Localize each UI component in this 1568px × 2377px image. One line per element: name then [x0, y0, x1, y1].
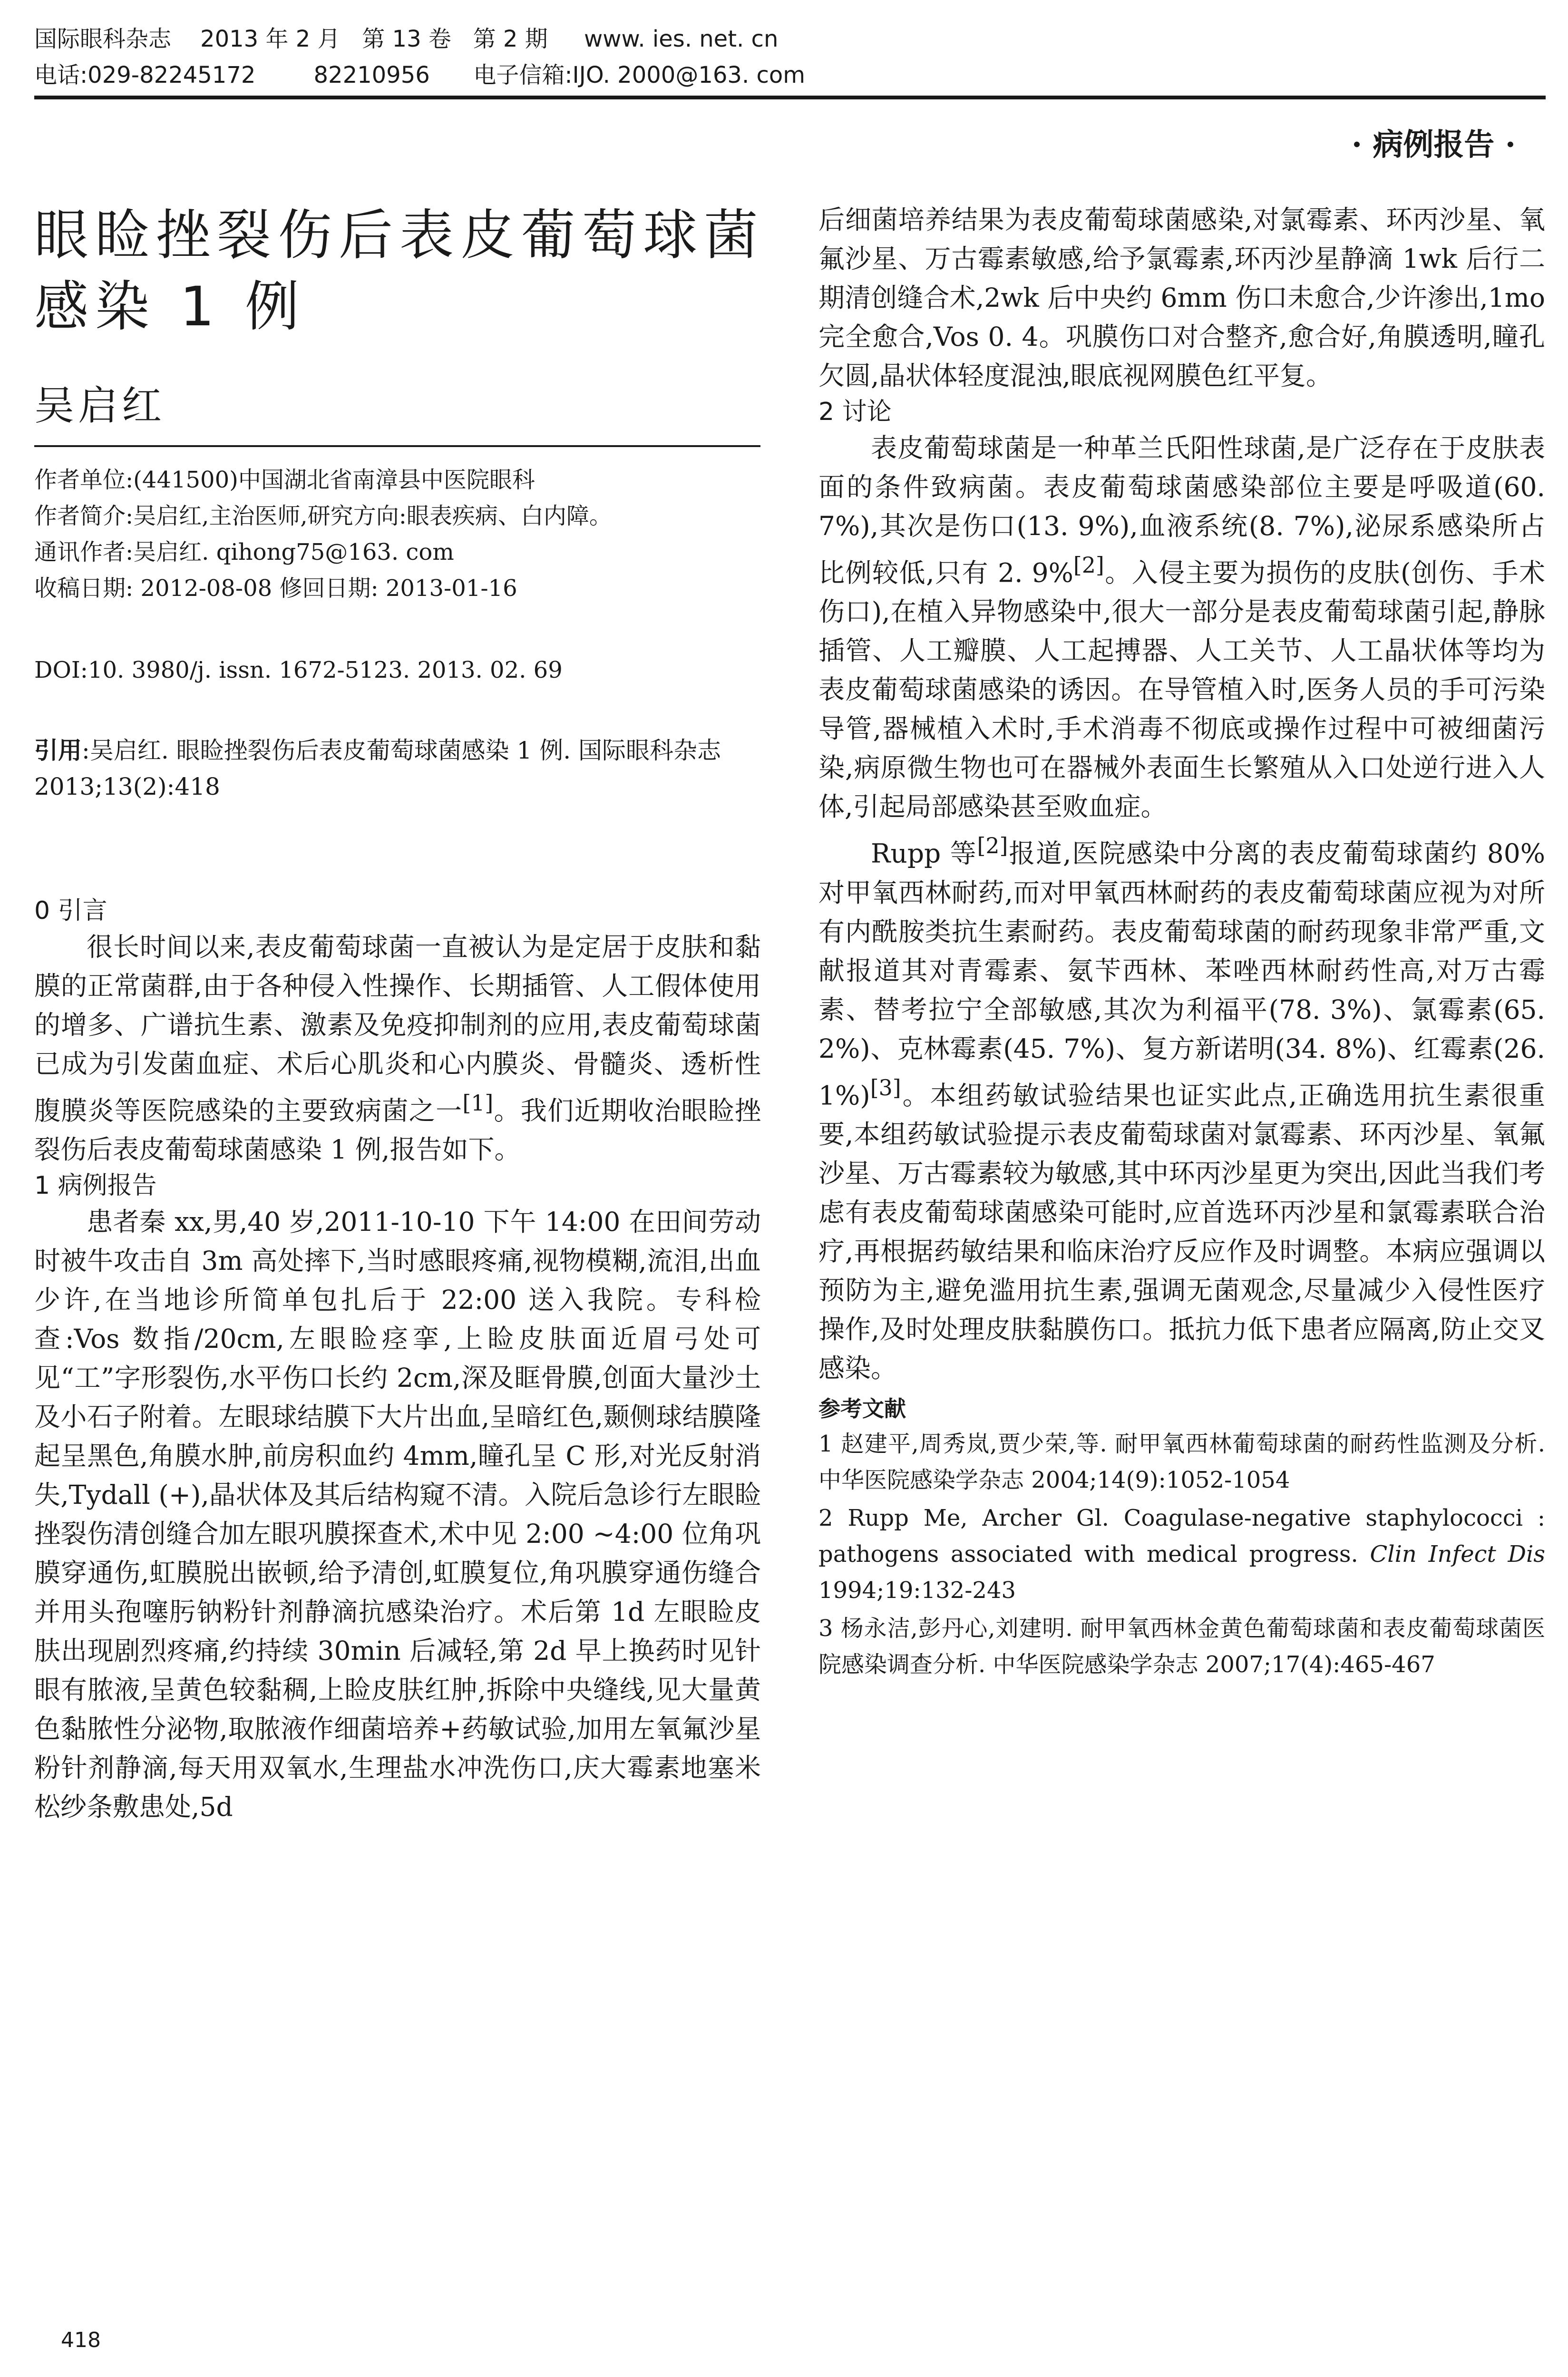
discussion-text-end: 。本组药敏试验结果也证实此点,正确选用抗生素很重要,本组药敏试验提示表皮葡萄球菌对氯霉素、环丙沙星、氧氟沙星、万古霉素较为敏感,其中环丙沙星更为突出,因此当我们考虑有表皮葡萄球菌感染可能时,应首选环丙沙星和氯霉素联合治疗,再根据药敏结果和临床治疗反应作及时调整。本病应强调以预防为主,避免滥用抗生素,强调无菌观念,尽量减少入侵性医疗操作,及时处理皮肤黏膜伤口。抵抗力低下患者应隔离,防止交叉感染。 [818, 1080, 1545, 1383]
discussion-heading: 2 讨论 [818, 398, 892, 426]
reference-journal: Clin Infect Dis [1370, 1540, 1545, 1568]
intro-text: 很长时间以来,表皮葡萄球菌一直被认为是定居于皮肤和黏膜的正常菌群,由于各种侵入性操作、长期插管、人工假体使用的增多、广谱抗生素、激素及免疫抑制剂的应用,表皮葡萄球菌已成为引发菌血症、术后心肌炎和心内膜炎、骨髓炎、透析性腹膜炎等医院感染的主要致病菌之一 [34, 932, 761, 1126]
reference-item: 3 杨永洁,彭丹心,刘建明. 耐甲氧西林金黄色葡萄球菌和表皮葡萄球菌医院感染调查分析. 中华医院感染学杂志 2007;17(4):465-467 [818, 1615, 1545, 1678]
doi: DOI:10. 3980/j. issn. 1672-5123. 2013. 02. 69 [34, 657, 563, 683]
journal-header-line1: 国际眼科杂志 2013 年 2 月 第 13 卷 第 2 期 www. ies. net. cn [34, 26, 779, 52]
discussion-paragraph-1 [818, 429, 1545, 826]
title-rule [34, 445, 760, 447]
section-tag: · 病例报告 · [1351, 127, 1516, 163]
intro-paragraph [34, 927, 761, 1169]
reference-item: 1 赵建平,周秀岚,贾少荣,等. 耐甲氧西林葡萄球菌的耐药性监测及分析. 中华医院感染学杂志 2004;14(9):1052-1054 [818, 1430, 1545, 1493]
citation-text: :吴启红. 眼睑挫裂伤后表皮葡萄球菌感染 1 例. 国际眼科杂志 2013;13(2):418 [34, 737, 721, 800]
reference-item [818, 1500, 1545, 1608]
author-name: 吴启红 [34, 382, 166, 429]
ref-marker: [3] [870, 1074, 901, 1101]
intro-text-end: 。我们近期收治眼睑挫裂伤后表皮葡萄球菌感染 1 例,报告如下。 [34, 1095, 761, 1165]
header-rule [34, 96, 1546, 99]
reference-text: 2 Rupp Me, Archer Gl. Coagulase-negative staphylococci : pathogens associated with medical progress. [818, 1504, 1545, 1568]
reference-text-end: 1994;19:132-243 [818, 1577, 1016, 1604]
discussion-text: Rupp 等 [871, 838, 977, 869]
ref-marker: [2] [977, 833, 1008, 859]
citation-label: 引用 [34, 737, 82, 764]
right-column [818, 200, 1545, 1685]
author-affiliation: 作者单位:(441500)中国湖北省南漳县中医院眼科 [34, 467, 535, 493]
discussion-text: 表皮葡萄球菌是一种革兰氏阳性球菌,是广泛存在于皮肤表面的条件致病菌。表皮葡萄球菌感染部位主要是呼吸道(60. 7%),其次是伤口(13. 9%),血液系统(8. 7%),泌尿系感染所占比例较低,只有 2. 9% [818, 433, 1545, 588]
page-number: 418 [61, 2328, 101, 2352]
discussion-text-end: 。入侵主要为损伤的皮肤(创伤、手术伤口),在植入异物感染中,很大一部分是表皮葡萄球菌引起,静脉插管、人工瓣膜、人工起搏器、人工关节、人工晶状体等均为表皮葡萄球菌感染的诱因。在导管植入时,医务人员的手可污染导管,器械植入术时,手术消毒不彻底或操作过程中可被细菌污染,病原微生物也可在器械外表面生长繁殖从入口处逆行进入人体,引起局部感染甚至败血症。 [818, 557, 1545, 822]
case-heading: 1 病例报告 [34, 1171, 157, 1200]
references-heading: 参考文献 [818, 1395, 906, 1422]
ref-marker: [2] [1073, 552, 1104, 578]
ref-marker: [1] [462, 1090, 494, 1116]
author-bio: 作者简介:吴启红,主治医师,研究方向:眼表疾病、白内障。 [34, 503, 612, 529]
case-paragraph: 患者秦 xx,男,40 岁,2011-10-10 下午 14:00 在田间劳动时被牛攻击自 3m 高处摔下,当时感眼疼痛,视物模糊,流泪,出血少许,在当地诊所简单包扎后于 22:00 送入我院。专科检查:Vos 数指/20cm,左眼睑痉挛,上睑皮肤面近眉弓处可见“工”字形裂伤,水平伤口长约 2cm,深及眶骨膜,创面大量沙土及小石子附着。左眼球结膜下大片出血,呈暗红色,颞侧球结膜隆起呈黑色,角膜水肿,前房积血约 4mm,瞳孔呈 C 形,对光反射消失,Tydall (+),晶状体及其后结构窥不清。入院后急诊行左眼睑挫裂伤清创缝合加左眼巩膜探查术,术中见 2:00 ~4:00 位角巩膜穿通伤,虹膜脱出嵌顿,给予清创,虹膜复位,角巩膜穿通伤缝合并用头孢噻肟钠粉针剂静滴抗感染治疗。术后第 1d 左眼睑皮肤出现剧烈疼痛,约持续 30min 后减轻,第 2d 早上换药时见针眼有脓液,呈黄色较黏稠,上睑皮肤红肿,拆除中央缝线,见大量黄色黏脓性分泌物,取脓液作细菌培养+药敏试验,加用左氧氟沙星粉针剂静滴,每天用双氧水,生理盐水冲洗伤口,庆大霉素地塞米松纱条敷患处,5d [34, 1207, 761, 1822]
citation [34, 732, 761, 805]
case-continuation: 后细菌培养结果为表皮葡萄球菌感染,对氯霉素、环丙沙星、氧氟沙星、万古霉素敏感,给予氯霉素,环丙沙星静滴 1wk 后行二期清创缝合术,2wk 后中央约 6mm 伤口未愈合,少许渗出,1mo 完全愈合,Vos 0. 4。巩膜伤口对合整齐,愈合好,角膜透明,瞳孔欠圆,晶状体轻度混浊,眼底视网膜色红平复。 [818, 205, 1545, 391]
article-title: 眼睑挫裂伤后表皮葡萄球菌感染 1 例 [34, 204, 765, 338]
discussion-text-mid: 报道,医院感染中分离的表皮葡萄球菌约 80% 对甲氧西林耐药,而对甲氧西林耐药的表皮葡萄球菌应视为对所有内酰胺类抗生素耐药。表皮葡萄球菌的耐药现象非常严重,文献报道其对青霉素、氨苄西林、苯唑西林耐药性高,对万古霉素、替考拉宁全部敏感,其次为利福平(78. 3%)、氯霉素(65. 2%)、克林霉素(45. 7%)、复方新诺明(34. 8%)、红霉素(26. 1%) [818, 838, 1546, 1111]
received-dates: 收稿日期: 2012-08-08 修回日期: 2013-01-16 [34, 575, 517, 602]
intro-heading: 0 引言 [34, 896, 107, 925]
journal-header-line2: 电话:029-82245172 82210956 电子信箱:IJO. 2000@163. com [34, 62, 805, 88]
left-column [34, 894, 761, 1826]
discussion-paragraph-2 [818, 826, 1545, 1388]
correspondence-author: 通讯作者:吴启红. qihong75@163. com [34, 539, 454, 565]
